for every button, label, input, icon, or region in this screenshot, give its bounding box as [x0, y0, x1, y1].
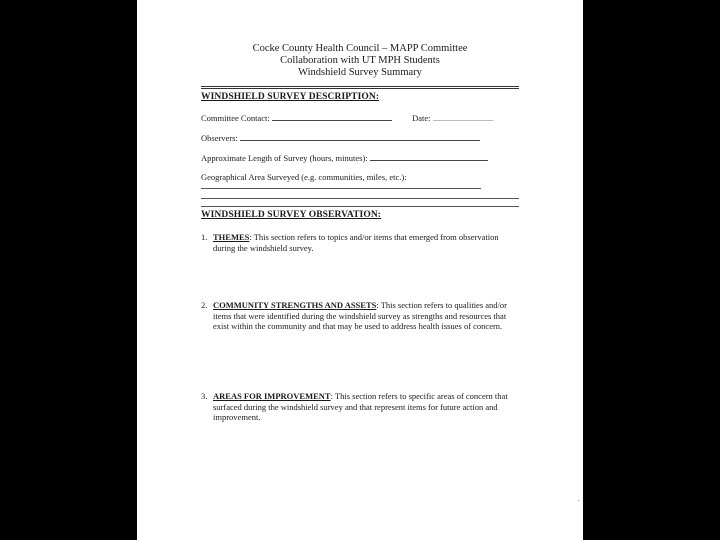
header-line-3: Windshield Survey Summary	[298, 67, 422, 78]
geographical-area-line-1[interactable]	[201, 188, 481, 189]
committee-contact-line[interactable]	[272, 112, 392, 121]
header-line-1: Cocke County Health Council – MAPP Committee	[252, 43, 468, 54]
observation-item-strengths	[201, 300, 511, 332]
geographical-area-field[interactable]	[201, 172, 407, 182]
item-heading: COMMUNITY STRENGTHS AND ASSETS	[213, 300, 377, 310]
geographical-area-label: Geographical Area Surveyed (e.g. communities, miles, etc.):	[201, 172, 407, 182]
observers-line[interactable]	[240, 132, 480, 141]
item-text: : This section refers to topics and/or items that emerged from observation during the windshield survey.	[213, 232, 499, 253]
observation-section-title: WINDSHIELD SURVEY OBSERVATION:	[201, 210, 382, 220]
survey-length-line[interactable]	[370, 152, 488, 161]
date-line[interactable]	[433, 112, 493, 121]
date-label: Date:	[412, 113, 431, 123]
item-text: : This section refers to specific areas of concern that surfaced during the windshield survey and that represent items for future action and improvement.	[213, 391, 508, 422]
header-divider	[201, 86, 519, 87]
survey-length-label: Approximate Length of Survey (hours, minutes):	[201, 153, 368, 163]
item-number: 1.	[201, 232, 208, 242]
document-header	[137, 43, 583, 79]
item-heading: AREAS FOR IMPROVEMENT	[213, 391, 331, 401]
item-heading: THEMES	[213, 232, 250, 242]
geographical-area-line-2[interactable]	[201, 198, 519, 199]
committee-contact-label: Committee Contact:	[201, 113, 270, 123]
geographical-area-line-3[interactable]	[201, 206, 519, 207]
committee-contact-field[interactable]	[201, 112, 493, 123]
scan-speck	[578, 500, 579, 501]
observers-field[interactable]	[201, 132, 480, 143]
survey-length-field[interactable]	[201, 152, 488, 163]
observation-item-themes	[201, 232, 511, 253]
document-page	[137, 0, 583, 540]
observers-label: Observers:	[201, 133, 238, 143]
observation-item-improvement	[201, 391, 511, 423]
header-divider-2	[201, 88, 519, 89]
description-section-title: WINDSHIELD SURVEY DESCRIPTION:	[201, 92, 380, 102]
item-text: : This section refers to qualities and/or items that were identified during the windshield survey as strengths and resources that exist within the community and that may be used to address health issues of concern.	[213, 300, 507, 331]
item-number: 3.	[201, 391, 208, 401]
item-number: 2.	[201, 300, 208, 310]
header-line-2: Collaboration with UT MPH Students	[280, 55, 440, 66]
